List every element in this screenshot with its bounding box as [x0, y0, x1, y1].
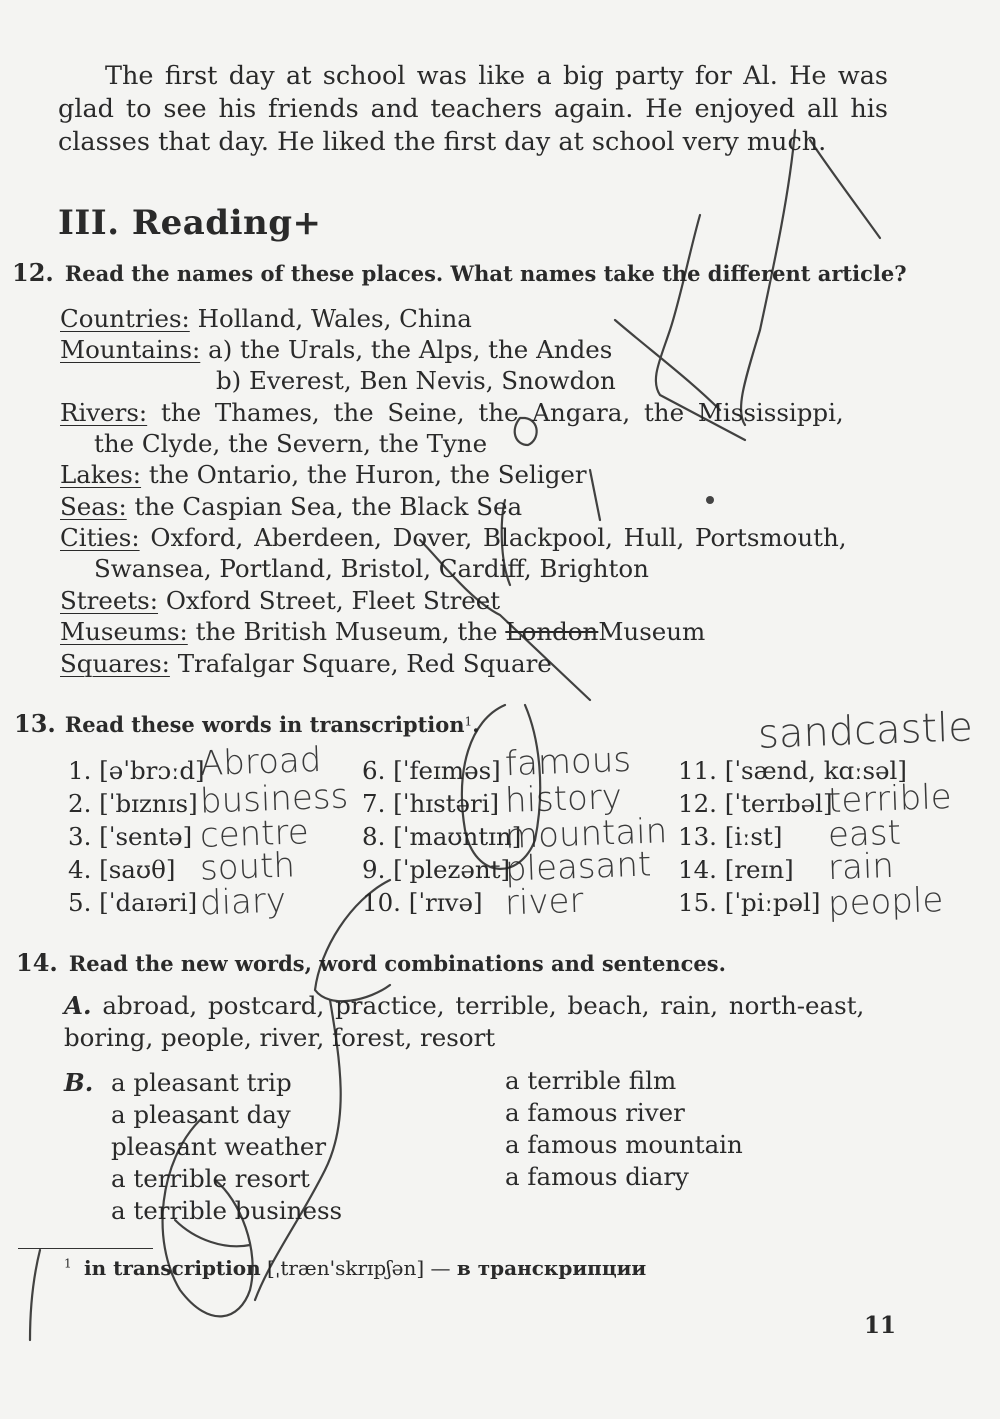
transcription-number: 9.: [362, 855, 394, 884]
transcription-number: 15.: [678, 888, 725, 917]
museums-label: Museums:: [60, 617, 188, 646]
handwritten-answer: Abroad: [199, 739, 322, 785]
transcription-text: [ˈpiːpəl]: [724, 888, 821, 917]
mountains-label: Mountains:: [60, 335, 201, 364]
cities-text-1: Oxford, Aberdeen, Dover, Blackpool, Hull, Portsmouth,: [150, 523, 847, 552]
cities-text-2: Swansea, Portland, Bristol, Cardiff, Brighton: [94, 554, 649, 583]
handwritten-answer: people: [827, 880, 944, 924]
word-combination: a pleasant day: [111, 1100, 291, 1129]
handwritten-answer: history: [504, 776, 623, 822]
transcription-number: 6.: [362, 756, 394, 785]
transcription-text: [saʊθ]: [99, 855, 176, 884]
transcription-text: [ˈsentə]: [99, 822, 193, 851]
word-combination: a terrible business: [111, 1196, 343, 1225]
transcription-text: [ˈterɪbəl]: [724, 789, 833, 818]
exercise-14-number: 14.: [16, 948, 58, 977]
rivers-label: Rivers:: [60, 398, 148, 427]
word-combination: a pleasant trip: [111, 1068, 292, 1097]
rivers-text-2: the Clyde, the Severn, the Tyne: [94, 429, 488, 458]
transcription-number: 4.: [68, 855, 100, 884]
transcription-text: [əˈbrɔːd]: [99, 756, 205, 785]
transcription-number: 2.: [68, 789, 100, 818]
museums-struck-word: London: [505, 617, 599, 646]
handwritten-answer: river: [504, 880, 585, 924]
seas-text: the Caspian Sea, the Black Sea: [134, 492, 523, 521]
transcription-number: 5.: [68, 888, 100, 917]
transcription-text: [iːst]: [724, 822, 783, 851]
exercise-12-number: 12.: [12, 258, 54, 287]
lakes-label: Lakes:: [60, 460, 142, 489]
section-title: III. Reading+: [58, 203, 322, 243]
handwritten-answer: rain: [827, 845, 895, 889]
footnote-pronunciation: [ˌtræn'skrɪpʃən]: [267, 1256, 425, 1280]
footnote-term: in transcription: [84, 1256, 261, 1280]
countries-label: Countries:: [60, 304, 190, 333]
transcription-number: 1.: [68, 756, 100, 785]
transcription-text: [ˈsænd, kɑːsəl]: [724, 756, 907, 785]
transcription-text: [ˈfeɪməs]: [393, 756, 501, 785]
page-number: 11: [864, 1312, 897, 1339]
exercise-13-question: Read these words in transcription: [64, 712, 465, 737]
exercise-14-a-text-2: boring, people, river, forest, resort: [64, 1023, 496, 1052]
footnote-dash: —: [430, 1256, 451, 1280]
transcription-number: 3.: [68, 822, 100, 851]
streets-label: Streets:: [60, 586, 159, 615]
word-combination: a famous mountain: [505, 1130, 743, 1159]
exercise-13-period: .: [472, 712, 480, 737]
cities-label: Cities:: [60, 523, 140, 552]
transcription-number: 11.: [678, 756, 725, 785]
streets-text: Oxford Street, Fleet Street: [165, 586, 501, 615]
handwritten-answer: terrible: [827, 776, 953, 822]
handwritten-answer: pleasant: [504, 844, 652, 890]
word-combination: a terrible resort: [111, 1164, 310, 1193]
transcription-number: 8.: [362, 822, 394, 851]
transcription-text: [ˈbɪznɪs]: [99, 789, 198, 818]
exercise-14-a-label: A.: [64, 991, 92, 1020]
handwritten-answer: diary: [199, 880, 287, 924]
museums-post: Museum: [598, 617, 706, 646]
footnote-mark: 1: [64, 1256, 72, 1271]
exercise-13-footnote-mark: 1: [464, 714, 473, 729]
transcription-number: 12.: [678, 789, 725, 818]
exercise-14-question: Read the new words, word combinations and sentences.: [68, 951, 726, 976]
rivers-text-1: the Thames, the Seine, the Angara, the Mississippi,: [160, 398, 844, 427]
word-combination: pleasant weather: [111, 1132, 327, 1161]
transcription-number: 10.: [362, 888, 409, 917]
intro-text: The first day at school was like a big party for Al. He was glad to see his friends and teachers again. He enjoyed all his classes that day. He liked the first day at school very much.: [58, 61, 888, 157]
handwritten-answer: centre: [199, 812, 310, 856]
transcription-number: 14.: [678, 855, 725, 884]
squares-label: Squares:: [60, 649, 170, 678]
transcription-number: 7.: [362, 789, 394, 818]
word-combination: a famous diary: [505, 1162, 689, 1191]
handwritten-answer: east: [827, 812, 902, 856]
exercise-13-number: 13.: [14, 709, 56, 738]
mountains-a: a) the Urals, the Alps, the Andes: [208, 335, 613, 364]
exercise-14-a-text-1: abroad, postcard, practice, terrible, beach, rain, north-east,: [102, 991, 865, 1020]
handwritten-answer: mountain: [504, 811, 668, 857]
word-combination: a terrible film: [505, 1066, 677, 1095]
transcription-text: [ˈhɪstəri]: [393, 789, 500, 818]
transcription-text: [ˈrɪvə]: [408, 888, 483, 917]
transcription-text: [reɪn]: [724, 855, 794, 884]
footnote-translation: в транскрипции: [456, 1256, 647, 1280]
transcription-number: 13.: [678, 822, 725, 851]
handwritten-answer: south: [199, 845, 296, 889]
transcription-text: [ˈplezənt]: [393, 855, 511, 884]
word-combination: a famous river: [505, 1098, 685, 1127]
handwritten-answer: business: [199, 776, 349, 822]
squares-text: Trafalgar Square, Red Square: [177, 649, 552, 678]
exercise-12-question: Read the names of these places. What names take the different article?: [64, 261, 907, 286]
handwritten-answer: famous: [504, 739, 632, 785]
countries-text: Holland, Wales, China: [197, 304, 472, 333]
museums-pre: the British Museum, the: [195, 617, 498, 646]
exercise-14-b-label: B.: [64, 1068, 94, 1097]
lakes-text: the Ontario, the Huron, the Seliger: [148, 460, 587, 489]
mountains-b: b) Everest, Ben Nevis, Snowdon: [216, 366, 616, 395]
transcription-text: [ˈmaʊntɪn]: [393, 822, 522, 851]
transcription-text: [ˈdaɪəri]: [99, 888, 198, 917]
seas-label: Seas:: [60, 492, 127, 521]
handwritten-answer: sandcastle: [757, 704, 974, 758]
